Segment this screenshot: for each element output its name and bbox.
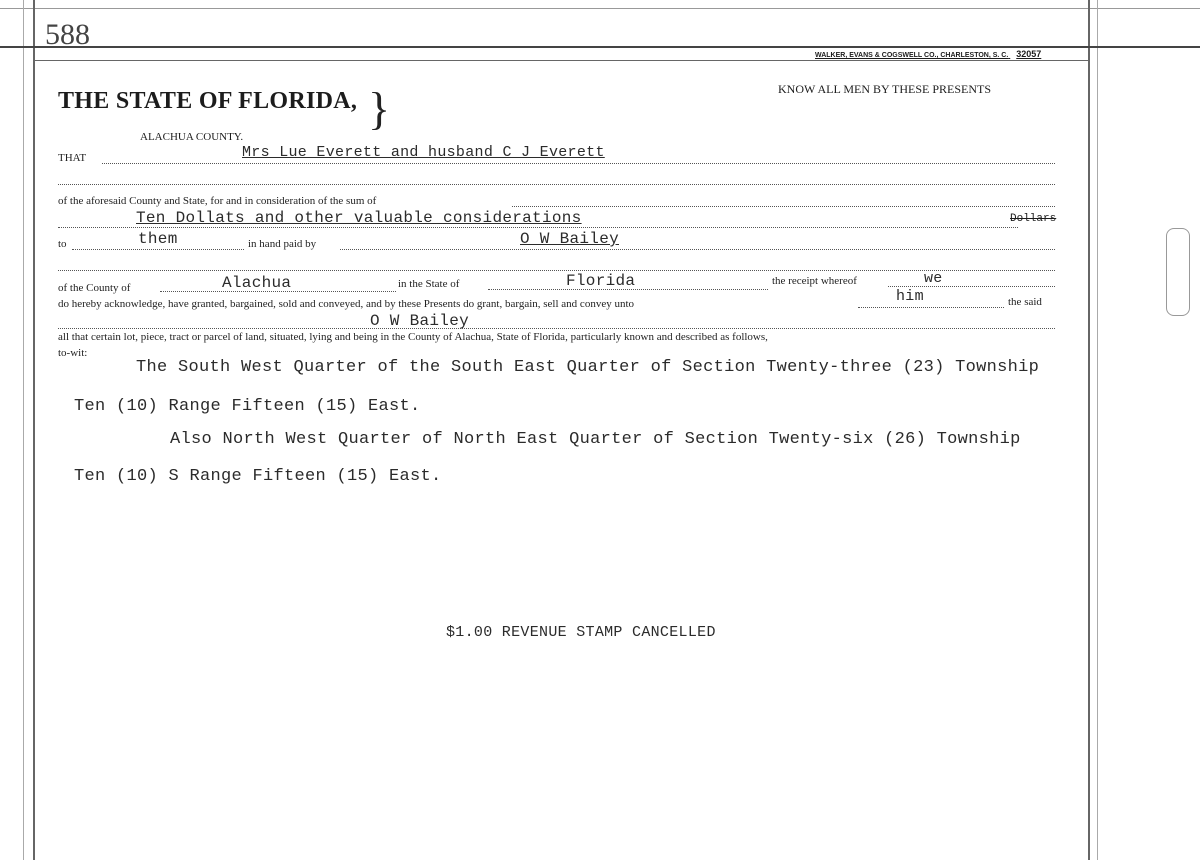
county-label: ALACHUA COUNTY. xyxy=(140,131,244,143)
brace: } xyxy=(368,83,391,134)
consideration-value-line xyxy=(58,227,1018,228)
top-border xyxy=(0,8,1200,9)
to-label: to xyxy=(58,238,67,250)
blank-line-1 xyxy=(58,184,1055,185)
paid-by-field: O W Bailey xyxy=(520,230,620,248)
paid-by-dotted-line xyxy=(340,249,1055,250)
header-rule-thin xyxy=(35,60,1088,61)
acknowledge-text: do hereby acknowledge, have granted, bargained, sold and conveyed, and by these Presents do grant, bargain, sell and convey unto xyxy=(58,298,635,310)
binding-hole xyxy=(1166,228,1190,316)
to-dotted-line xyxy=(72,249,244,250)
description-line-1: The South West Quarter of the South East Quarter of Section Twenty-three (23) Township xyxy=(136,358,1040,377)
receipt-label: the receipt whereof xyxy=(772,275,857,287)
consideration-dotted-line xyxy=(512,206,1055,207)
know-all-men: KNOW ALL MEN BY THESE PRESENTS xyxy=(778,82,992,96)
page-number: 588 xyxy=(45,18,90,51)
revenue-stamp-note: $1.00 REVENUE STAMP CANCELLED xyxy=(446,624,716,641)
consideration-field: Ten Dollats and other valuable considerations xyxy=(136,209,582,227)
to-field: them xyxy=(138,230,178,248)
dollars-struck-out: Dollars xyxy=(1010,213,1057,225)
printer-imprint xyxy=(815,49,1041,59)
consideration-label: of the aforesaid County and State, for and in consideration of the sum of xyxy=(58,195,377,207)
paid-by-label: in hand paid by xyxy=(248,238,317,250)
receipt-dotted-line xyxy=(888,286,1055,287)
left-margin-line xyxy=(33,0,35,860)
state-title: THE STATE OF FLORIDA, xyxy=(58,88,358,114)
right-margin-line xyxy=(1088,0,1090,860)
receipt-field: we xyxy=(924,270,943,287)
description-line-3: Also North West Quarter of North East Quarter of Section Twenty-six (26) Township xyxy=(170,430,1021,449)
grantee-pronoun-dotted-line xyxy=(858,307,1004,308)
county-of-label: of the County of xyxy=(58,282,131,294)
header-rule xyxy=(0,46,1200,48)
grantee-pronoun-field: him xyxy=(896,288,924,305)
state-of-label: in the State of xyxy=(398,278,460,290)
grantee-dotted-line xyxy=(58,328,1055,329)
land-intro-text: all that certain lot, piece, tract or parcel of land, situated, lying and being in the County of Alachua, State of Florida, particularly known and described as follows, xyxy=(58,331,768,343)
that-dotted-line xyxy=(102,163,1055,164)
grantee-field: O W Bailey xyxy=(370,312,470,330)
description-line-4: Ten (10) S Range Fifteen (15) East. xyxy=(74,467,442,486)
county-field: Alachua xyxy=(222,274,292,292)
the-said-label: the said xyxy=(1008,296,1042,308)
to-wit-label: to-wit: xyxy=(58,347,88,359)
left-margin-line-outer xyxy=(23,0,24,860)
form-number: 32057 xyxy=(1016,49,1042,59)
printer-name: WALKER, EVANS & COGSWELL CO., CHARLESTON, S. C. xyxy=(815,52,1009,59)
state-field: Florida xyxy=(566,272,636,290)
that-label: THAT xyxy=(58,152,87,164)
right-margin-line-outer xyxy=(1097,0,1098,860)
blank-line-2 xyxy=(58,270,1055,271)
grantors-field: Mrs Lue Everett and husband C J Everett xyxy=(242,144,605,161)
description-line-2: Ten (10) Range Fifteen (15) East. xyxy=(74,397,421,416)
